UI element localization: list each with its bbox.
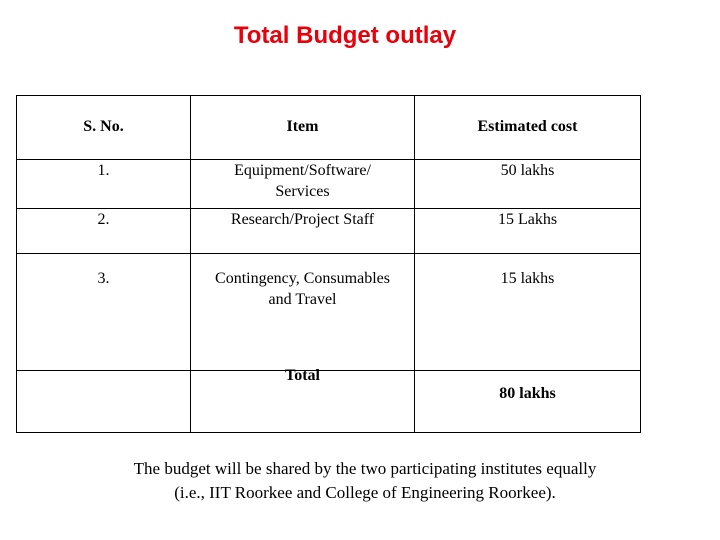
row-item: Equipment/Software/ Services [191, 159, 415, 208]
total-empty-cell [17, 371, 191, 433]
table-row [17, 253, 641, 371]
total-label: Total [285, 367, 320, 385]
table-header-row [17, 96, 641, 160]
header-sno: S. No. [17, 96, 191, 160]
footer-line-1: The budget will be shared by the two participating institutes equally [133, 459, 597, 478]
row-item: Contingency, Consumables and Travel [191, 253, 415, 371]
total-value-cell [415, 371, 641, 433]
header-item: Item [191, 96, 415, 160]
row-sno: 3. [17, 253, 191, 371]
row-cost: 15 lakhs [415, 253, 641, 371]
row-item: Research/Project Staff [191, 209, 415, 254]
footer-line-2: (i.e., IIT Roorkee and College of Engineering Roorkee). [174, 483, 556, 502]
page-title: Total Budget outlay [233, 22, 457, 49]
table-row [17, 209, 641, 254]
footer-note [60, 457, 670, 505]
row-sno: 1. [17, 159, 191, 208]
row-cost: 15 Lakhs [415, 209, 641, 254]
total-value: 80 lakhs [499, 385, 556, 403]
header-cost: Estimated cost [415, 96, 641, 160]
table-row [17, 159, 641, 208]
total-label-cell [191, 367, 415, 433]
row-sno: 2. [17, 209, 191, 254]
total-row [17, 371, 641, 433]
budget-table [16, 95, 641, 433]
row-cost: 50 lakhs [415, 159, 641, 208]
